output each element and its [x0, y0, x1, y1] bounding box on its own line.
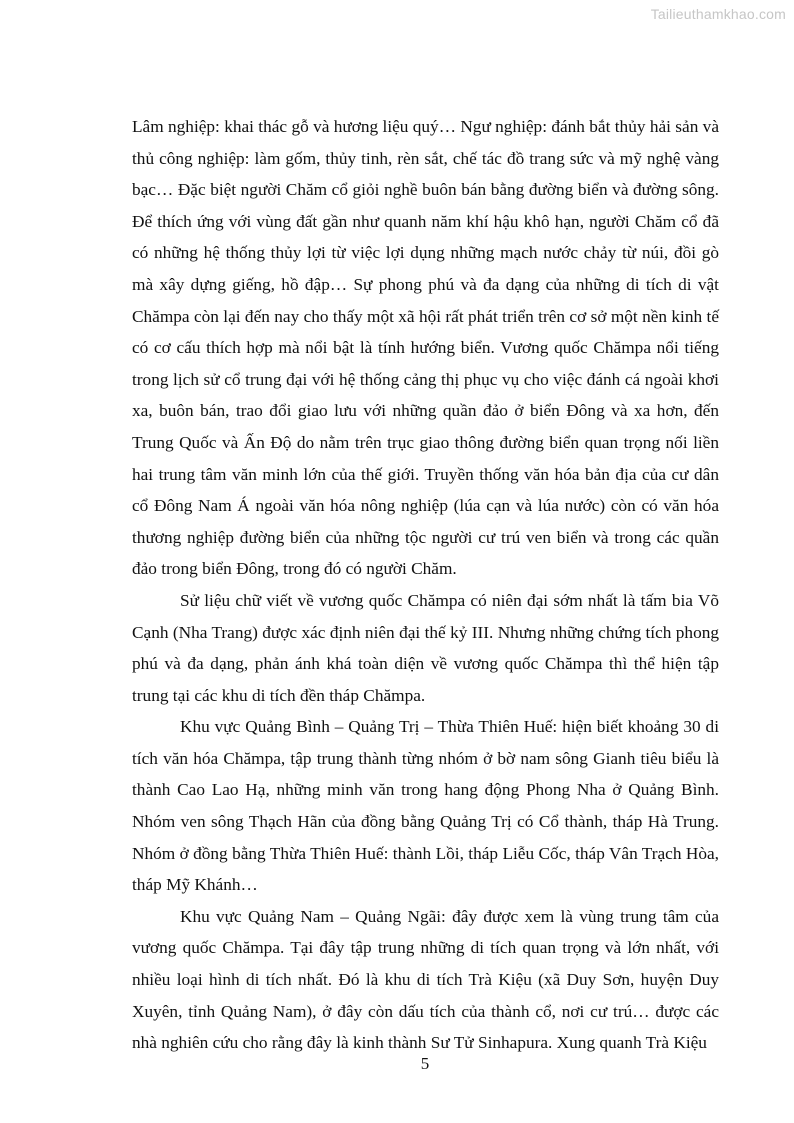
paragraph-quang-nam-region: Khu vực Quảng Nam – Quảng Ngãi: đây được xem là vùng trung tâm của vương quốc Chămpa. Tại đây tập trung những di tích quan trọng và lớn nhất, với nhiều loại hình di tích nhất. Đó là khu di tích Trà Kiệu (xã Duy Sơn, huyện Duy Xuyên, tỉnh Quảng Nam), ở đây còn dấu tích của thành cổ, nơi cư trú… được các nhà nghiên cứu cho rằng đây là kinh thành Sư Tử Sinhapura. Xung quanh Trà Kiệu [132, 906, 719, 1053]
page-number: 5 [420, 1054, 430, 1073]
watermark-text: Tailieuthamkhao.com [650, 6, 786, 22]
paragraph-written-sources: Sử liệu chữ viết về vương quốc Chămpa có niên đại sớm nhất là tấm bia Võ Cạnh (Nha Trang) được xác định niên đại thế kỷ III. Nhưng những chứng tích phong phú và đa dạng, phản ánh khá toàn diện về vương quốc Chămpa thì thể hiện tập trung tại các khu di tích đền tháp Chămpa. [132, 590, 719, 705]
document-body [132, 111, 719, 1059]
paragraph-quang-binh-region: Khu vực Quảng Bình – Quảng Trị – Thừa Thiên Huế: hiện biết khoảng 30 di tích văn hóa Chămpa, tập trung thành từng nhóm ở bờ nam sông Gianh tiêu biểu là thành Cao Lao Hạ, những minh văn trong hang động Phong Nha ở Quảng Bình. Nhóm ven sông Thạch Hãn của đồng bằng Quảng Trị có Cổ thành, tháp Hà Trung. Nhóm ở đồng bằng Thừa Thiên Huế: thành Lồi, tháp Liễu Cốc, tháp Vân Trạch Hòa, tháp Mỹ Khánh… [132, 717, 719, 895]
paragraph-economy: Lâm nghiệp: khai thác gỗ và hương liệu quý… Ngư nghiệp: đánh bắt thủy hải sản và thủ công nghiệp: làm gốm, thủy tinh, rèn sắt, chế tác đồ trang sức và mỹ nghệ vàng bạc… Đặc biệt người Chăm cổ giỏi nghề buôn bán bằng đường biển và đường sông. Để thích ứng với vùng đất gần như quanh năm khí hậu khô hạn, người Chăm cổ đã có những hệ thống thủy lợi từ việc lợi dụng những mạch nước chảy từ núi, đồi gò mà xây dựng giếng, hồ đập… Sự phong phú và đa dạng của những di tích di vật Chămpa còn lại đến nay cho thấy một xã hội rất phát triển trên cơ sở một nền kinh tế có cơ cấu thích hợp mà nổi bật là tính hướng biển. Vương quốc Chămpa nổi tiếng trong lịch sử cổ trung đại với hệ thống cảng thị phục vụ cho việc đánh cá ngoài khơi xa, buôn bán, trao đổi giao lưu với những quần đảo ở biển Đông và xa hơn, đến Trung Quốc và Ấn Độ do nằm trên trục giao thông đường biển quan trọng nối liền hai trung tâm văn minh lớn của thế giới. Truyền thống văn hóa bản địa của cư dân cổ Đông Nam Á ngoài văn hóa nông nghiệp (lúa cạn và lúa nước) còn có văn hóa thương nghiệp đường biển của những tộc người cư trú ven biển và trong các quần đảo trong biển Đông, trong đó có người Chăm. [132, 117, 719, 579]
